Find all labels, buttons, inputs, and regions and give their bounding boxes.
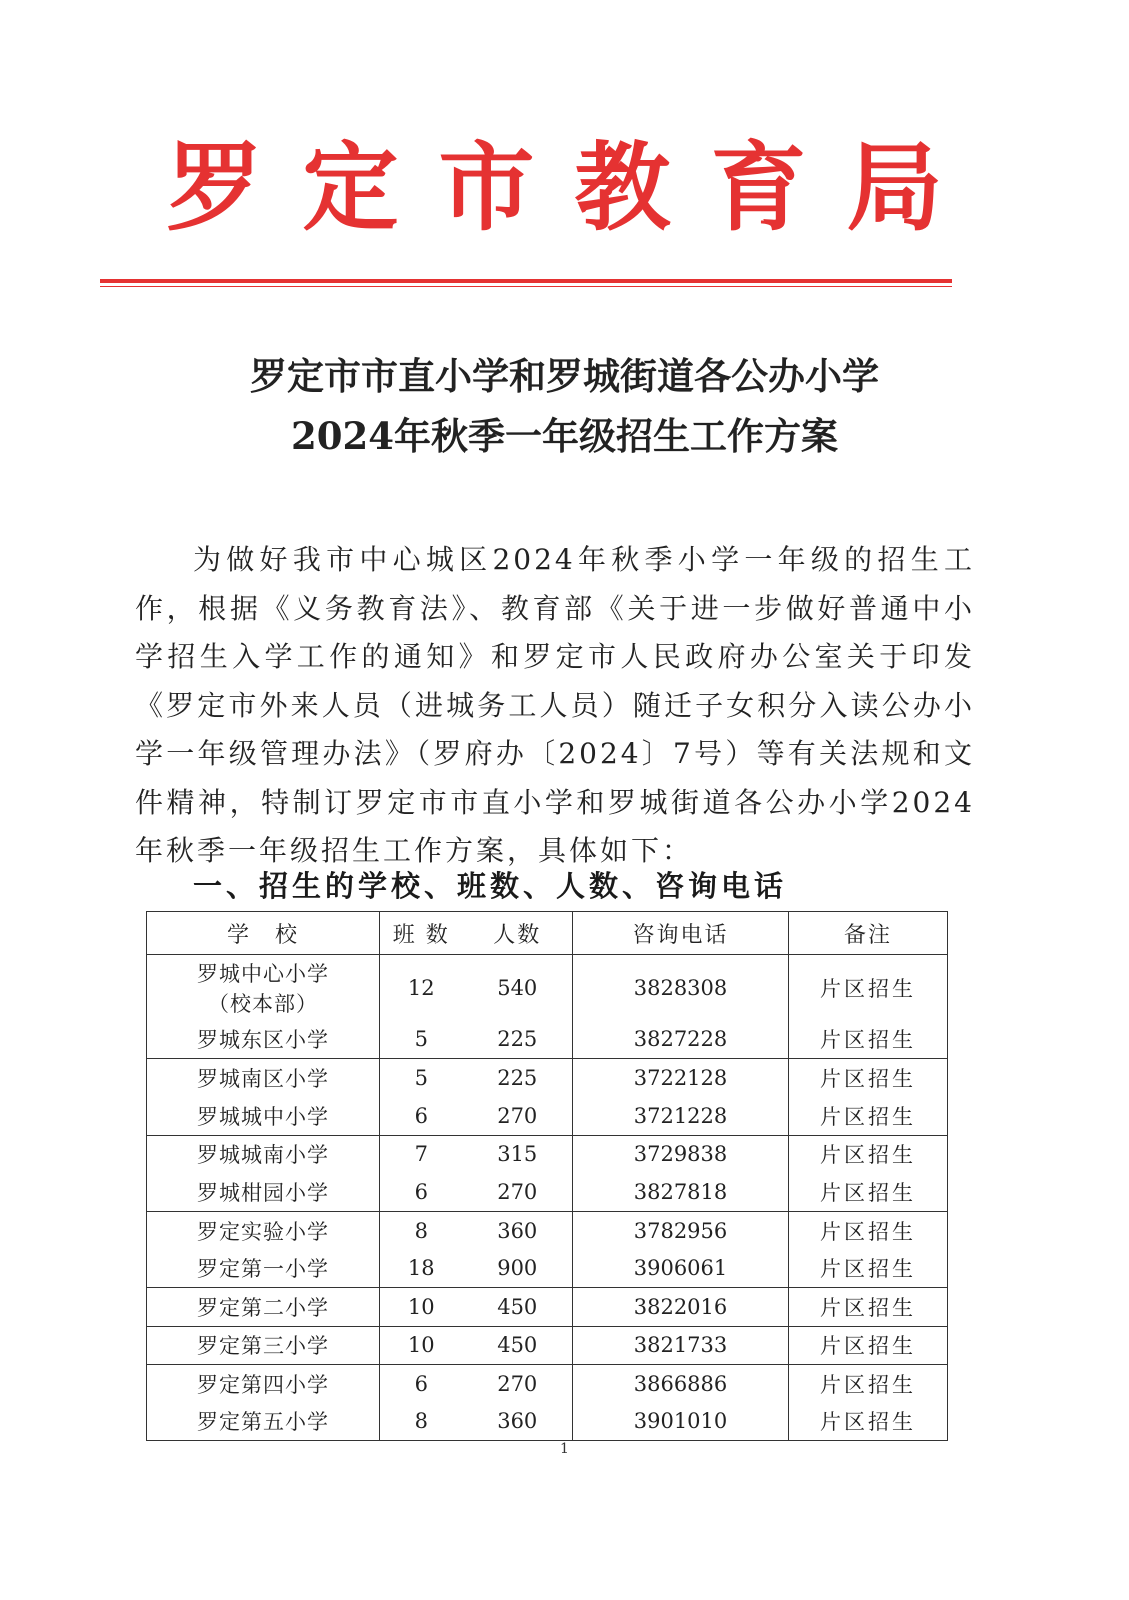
- column-header-phone: 咨询电话: [573, 912, 789, 955]
- cell-school: 罗城柑园小学: [147, 1173, 380, 1211]
- column-header-note: 备注: [789, 912, 948, 955]
- cell-phone: 3828308: [573, 955, 789, 1021]
- cell-school: 罗城城南小学: [147, 1135, 380, 1173]
- table-row: [147, 1402, 948, 1440]
- table-row: [147, 1364, 948, 1402]
- table-row: [147, 1326, 948, 1364]
- cell-classes: 6: [380, 1173, 463, 1211]
- column-header-classes: 班 数: [380, 912, 463, 955]
- cell-students: 450: [463, 1326, 573, 1364]
- cell-phone: 3729838: [573, 1135, 789, 1173]
- cell-note: 片区招生: [789, 1250, 948, 1288]
- cell-classes: 8: [380, 1402, 463, 1440]
- cell-school: 罗城城中小学: [147, 1097, 380, 1135]
- cell-school: 罗城东区小学: [147, 1021, 380, 1059]
- cell-phone: 3866886: [573, 1364, 789, 1402]
- cell-note: 片区招生: [789, 1135, 948, 1173]
- table-row: [147, 1173, 948, 1211]
- page-number: 1: [560, 1441, 569, 1457]
- cell-phone: 3827228: [573, 1021, 789, 1059]
- cell-classes: 5: [414, 1066, 428, 1091]
- cell-note: 片区招生: [789, 1211, 948, 1249]
- cell-phone: 3782956: [573, 1211, 789, 1249]
- table-row: [147, 1059, 948, 1097]
- document-title-line1: 罗定市市直小学和罗城街道各公办小学: [250, 354, 879, 398]
- cell-note: 片区招生: [789, 1097, 948, 1135]
- cell-phone: 3906061: [573, 1250, 789, 1288]
- cell-phone: 3721228: [573, 1097, 789, 1135]
- letterhead-agency-name: 罗定市教育局: [166, 131, 983, 244]
- cell-school: 罗定第二小学: [147, 1288, 380, 1326]
- cell-school: 罗定第一小学: [147, 1250, 380, 1288]
- cell-classes: 12: [407, 975, 435, 1000]
- letterhead-red-rule-thin: [100, 286, 952, 287]
- table-row: [147, 1250, 948, 1288]
- cell-school: 罗城中心小学 （校本部）: [147, 955, 380, 1021]
- column-header-school: 学 校: [147, 912, 380, 955]
- section-heading-1: 一、招生的学校、班数、人数、咨询电话: [193, 869, 788, 903]
- cell-phone: 3827818: [573, 1173, 789, 1211]
- table-row: [147, 1211, 948, 1249]
- cell-school: 罗定第三小学: [147, 1326, 380, 1364]
- cell-students: 315: [463, 1135, 573, 1173]
- cell-phone: 3821733: [573, 1326, 789, 1364]
- table-row: [147, 1135, 948, 1173]
- cell-students: 270: [463, 1097, 573, 1135]
- letterhead-red-rule: [100, 279, 952, 283]
- cell-students: 360: [463, 1402, 573, 1440]
- cell-school: 罗定第四小学: [147, 1364, 380, 1402]
- cell-school: 罗城南区小学: [147, 1059, 380, 1097]
- cell-students: 900: [463, 1250, 573, 1288]
- cell-students: 540: [463, 955, 573, 1021]
- table-row: [147, 1288, 948, 1326]
- cell-note: 片区招生: [789, 1402, 948, 1440]
- cell-school: 罗定实验小学: [147, 1211, 380, 1249]
- cell-students: 225: [463, 1059, 573, 1097]
- cell-students: 225: [463, 1021, 573, 1059]
- cell-classes: 10: [380, 1326, 463, 1364]
- cell-school: 罗定第五小学: [147, 1402, 380, 1440]
- table-row: [147, 1097, 948, 1135]
- table-header-row: [147, 912, 948, 955]
- cell-classes: 6: [414, 1371, 428, 1396]
- cell-classes: 6: [380, 1097, 463, 1135]
- cell-phone: 3901010: [573, 1402, 789, 1440]
- cell-students: 360: [463, 1211, 573, 1249]
- cell-classes: 10: [380, 1288, 463, 1326]
- column-header-students: 人数: [463, 912, 573, 955]
- cell-students: 270: [463, 1364, 573, 1402]
- cell-note: 片区招生: [789, 1173, 948, 1211]
- table-row: [147, 1021, 948, 1059]
- cell-students: 270: [463, 1173, 573, 1211]
- cell-note: 片区招生: [789, 1288, 948, 1326]
- cell-note: 片区招生: [789, 1326, 948, 1364]
- cell-note: 片区招生: [789, 955, 948, 1021]
- cell-classes: 8: [414, 1218, 428, 1243]
- cell-students: 450: [463, 1288, 573, 1326]
- intro-paragraph: 为做好我市中心城区2024年秋季小学一年级的招生工作，根据《义务教育法》、教育部《关于进一步做好普通中小学招生入学工作的通知》和罗定市人民政府办公室关于印发《罗定市外来人员（进城务工人员）随迁子女积分入读公办小学一年级管理办法》（罗府办〔2024〕7号）等有关法规和文件精神，特制订罗定市市直小学和罗城街道各公办小学2024年秋季一年级招生工作方案，具体如下：: [135, 543, 975, 867]
- enrollment-table: [146, 911, 948, 1441]
- cell-classes: 5: [380, 1021, 463, 1059]
- cell-note: 片区招生: [789, 1021, 948, 1059]
- document-title-line2: 2024年秋季一年级招生工作方案: [291, 414, 838, 458]
- cell-phone: 3722128: [573, 1059, 789, 1097]
- cell-classes: 18: [380, 1250, 463, 1288]
- cell-note: 片区招生: [789, 1364, 948, 1402]
- table-row: [147, 955, 948, 1021]
- cell-note: 片区招生: [789, 1059, 948, 1097]
- cell-phone: 3822016: [573, 1288, 789, 1326]
- cell-classes: 7: [414, 1142, 428, 1167]
